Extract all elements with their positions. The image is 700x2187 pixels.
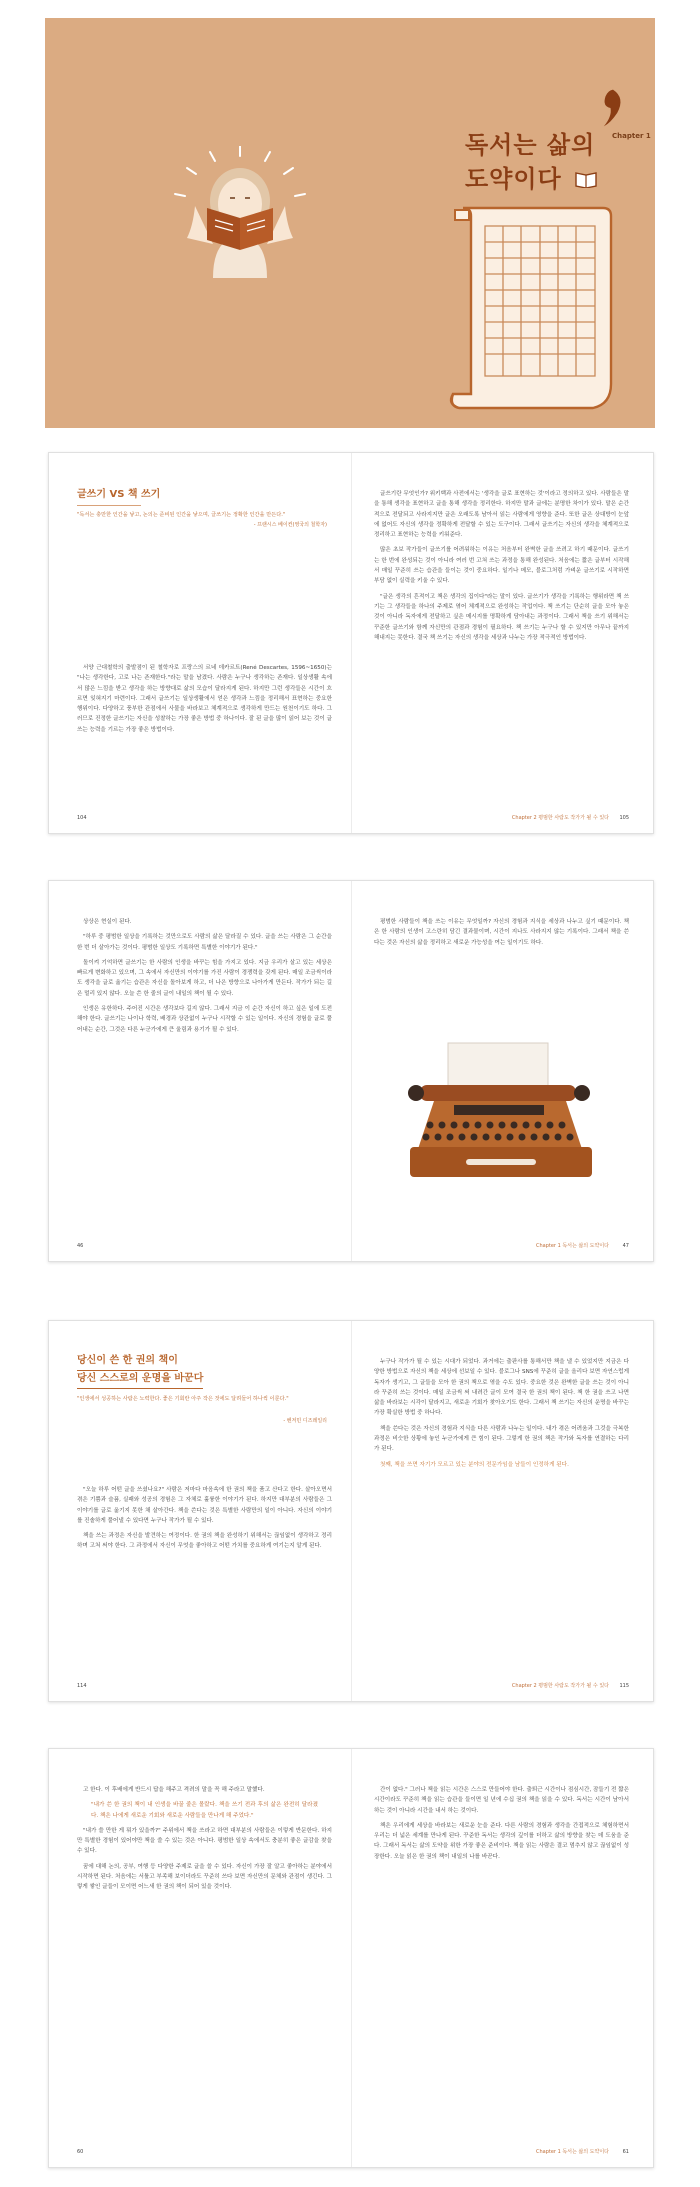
- page-number: 115: [619, 1683, 629, 1689]
- typewriter-illustration: [396, 1039, 606, 1187]
- paragraph: 꿈에 대해 논의, 공부, 여행 등 다양한 주제로 글을 쓸 수 있다. 자신이 가장 잘 알고 좋아하는 분야에서 시작하면 된다. 처음에는 서툴고 부족해 보이더라도 꾸준히 쓰다 보면 자신만의 문체와 관점이 생긴다. 그렇게 쌓인 글들이 모이면 어느새 한 권의 책이 되어 있을 것이다.: [77, 1863, 332, 1891]
- page-number: 47: [622, 1243, 629, 1249]
- paragraph: 간이 없다." 그러나 책을 읽는 시간은 스스로 만들어야 한다. 출퇴근 시간이나 점심시간, 잠들기 전 짧은 시간이라도 꾸준히 책을 읽는 습관을 들이면 일 년에 수십 권의 책을 읽을 수 있다. 독서는 시간이 남아서 하는 것이 아니라 시간을 내서 하는 것이다.: [374, 1787, 629, 1814]
- reading-woman-illustration: [165, 146, 315, 291]
- book-spread-1: [48, 452, 654, 834]
- body-text: [374, 489, 629, 648]
- chapter-ornament-icon: [599, 88, 627, 128]
- paragraph: 책을 쓰는 과정은 자신을 발견하는 여정이다. 한 권의 책을 완성하기 위해서는 끊임없이 생각하고 정리하며 고쳐 써야 한다. 그 과정에서 자신이 무엇을 좋아하고 어떤 가치를 중요하게 여기는지 알게 된다.: [77, 1533, 332, 1550]
- paragraph: 평범한 사람들이 책을 쓰는 이유는 무엇일까? 자신의 경험과 지식을 세상과 나누고 싶기 때문이다. 책은 한 사람의 인생이 고스란히 담긴 결과물이며, 시간이 지나도 사라지지 않는 기록이다. 그래서 책을 쓴다는 것은 자신의 삶을 정리하고 새로운 가능성을 여는 일이기도 하다.: [374, 919, 629, 946]
- page-number: 46: [77, 1243, 84, 1249]
- paragraph: "오늘 하루 어떤 글을 쓰셨나요?" 사람은 저마다 마음속에 한 권의 책을 품고 산다고 한다. 살아오면서 겪은 기쁨과 슬픔, 실패와 성공의 경험은 그 자체로 훌륭한 이야기가 된다. 하지만 대부분의 사람들은 그 이야기를 글로 옮기지 못한 채 살아간다. 책을 쓴다는 것은 특별한 사람만의 일이 아니다. 자신의 이야기를 진솔하게 풀어낼 수 있다면 누구나 작가가 될 수 있다.: [77, 1487, 332, 1524]
- running-header: Chapter 1 독서는 삶의 도약이다: [536, 1243, 609, 1249]
- running-header: Chapter 2 평범한 사람도 작가가 될 수 있다: [511, 1683, 609, 1689]
- open-book-icon: [575, 170, 597, 188]
- page-114: [49, 1321, 352, 1701]
- book-spread-3: [48, 1320, 654, 1702]
- highlighted-paragraph: 첫째, 책을 쓰면 자기가 모르고 있는 분야의 전문가임을 남들이 인정하게 된다.: [380, 1461, 569, 1468]
- book-spread-2: [48, 880, 654, 1262]
- epigraph: "독서는 충만한 인간을 낳고, 논의는 준비된 인간을 낳으며, 글쓰기는 정확한 인간을 만든다.": [77, 512, 286, 518]
- paragraph: 고 한다. 이 후배에게 반드시 답을 해주고 격려의 말을 꼭 해 주라고 말했다.: [83, 1787, 265, 1793]
- running-header: Chapter 2 평범한 사람도 작가가 될 수 있다: [511, 815, 609, 821]
- cover-title-line1: 독서는 삶의: [465, 131, 596, 159]
- section-heading: 글쓰기 VS 책 쓰기: [77, 489, 161, 500]
- epigraph: "인생에서 성공하는 사람은 노력한다. 좋은 기회란 아주 작은 것에도 달려들어 하나씩 이룬다.": [77, 1396, 289, 1402]
- paragraph: 많은 초보 작가들이 글쓰기를 어려워하는 이유는 처음부터 완벽한 글을 쓰려고 하기 때문이다. 글쓰기는 한 번에 완성되는 것이 아니라 여러 번 고쳐 쓰는 과정을 통해 완성된다. 처음에는 짧은 글부터 시작해서 매일 꾸준히 쓰는 습관을 들이는 것이 중요하다. 일기나 메모, 블로그처럼 가벼운 글쓰기로 시작하면 부담 없이 실력을 키울 수 있다.: [374, 547, 629, 585]
- section-heading-line2: 당신 스스로의 운명을 바꾼다: [77, 1371, 203, 1389]
- paragraph: "글은 생각의 흔적이고 책은 생각의 집이다"라는 말이 있다. 글쓰기가 생각을 기록하는 행위라면 책 쓰기는 그 생각들을 하나의 주제로 엮어 체계적으로 완성하는 작업이다. 책 쓰기는 단순히 글을 모아 놓은 것이 아니라 독자에게 전달하고 싶은 메시지를 명확하게 담아내는 과정이다. 그래서 책을 쓰기 위해서는 꾸준한 글쓰기와 함께 자신만의 관점과 경험이 필요하다. 책 쓰기는 누구나 할 수 있지만 아무나 끝까지 해내지는 못한다. 결국 책 쓰기는 자신의 생각을 세상과 나누는 가장 적극적인 방법이다.: [374, 593, 629, 641]
- paragraph: 책을 쓴다는 것은 자신의 경험과 지식을 다른 사람과 나누는 일이다. 내가 겪은 어려움과 그것을 극복한 과정은 비슷한 상황에 놓인 누군가에게 큰 힘이 된다. 그렇게 한 권의 책은 작가와 독자를 연결하는 다리가 된다.: [374, 1425, 629, 1453]
- body-text: [77, 1485, 332, 1557]
- chapter-label: Chapter 1: [612, 132, 651, 140]
- cover-title-line2: 도약이다: [465, 165, 562, 193]
- page-number: 105: [619, 815, 629, 821]
- page-60: [49, 1749, 352, 2167]
- paragraph: 인생은 유한하다. 주어진 시간은 생각보다 길지 않다. 그래서 지금 이 순간 자신이 하고 싶은 일에 도전해야 한다. 글쓰기는 나이나 학력, 배경과 상관없이 누구나 시작할 수 있는 일이다. 자신의 경험을 글로 풀어내는 순간, 그것은 다른 누군가에게 큰 울림과 용기가 될 수 있다.: [77, 1006, 332, 1033]
- heading-underline: [77, 505, 141, 506]
- section-heading: [77, 1353, 203, 1389]
- book-spread-4: [48, 1748, 654, 2168]
- chapter-cover: [45, 18, 655, 428]
- page-number: 104: [77, 815, 87, 821]
- manuscript-scroll-illustration: [445, 204, 617, 412]
- quote-paragraph: "내가 쓴 한 권의 책이 내 인생을 바꿀 줄은 몰랐다. 책을 쓰기 전과 후의 삶은 완전히 달라졌다. 책은 나에게 새로운 기회와 새로운 사람들을 만나게 해 주었다.": [91, 1802, 318, 1819]
- epigraph-source: - 프랜시스 베이컨(영국의 철학자): [253, 522, 327, 528]
- page-47: [352, 881, 655, 1261]
- page-105: [352, 453, 655, 833]
- paragraph: 누구나 작가가 될 수 있는 시대가 되었다. 과거에는 출판사를 통해서만 책을 낼 수 있었지만 지금은 다양한 방법으로 자신의 책을 세상에 선보일 수 있다. 블로그나 SNS에 꾸준히 글을 올리다 보면 자연스럽게 독자가 생기고, 그 글들을 모아 한 권의 책으로 엮을 수도 있다. 중요한 것은 완벽한 글을 쓰는 것이 아니라 꾸준히 쓰는 것이다. 매일 조금씩 써 내려간 글이 모여 결국 한 권의 책이 된다. 책 한 권을 쓰고 나면 삶을 바라보는 시각이 달라지고, 새로운 기회가 찾아오기도 한다. 그래서 책 쓰기는 자신의 운명을 바꾸는 가장 확실한 방법 중 하나다.: [374, 1359, 629, 1417]
- page-46: [49, 881, 352, 1261]
- body-text: [374, 917, 629, 953]
- body-text: [77, 663, 332, 740]
- epigraph-source: - 벤저민 디즈레일리: [283, 1418, 327, 1424]
- page-104: [49, 453, 352, 833]
- paragraph: 글쓰기란 무엇인가? 위키백과 사전에서는 '생각을 글로 표현하는 것'이라고 정의하고 있다. 사람들은 말을 통해 생각을 표현하고 글을 통해 생각을 정리한다. 하지만 말과 글에는 분명한 차이가 있다. 말은 순간적으로 전달되고 사라지지만 글은 오래도록 남아서 읽는 사람에게 영향을 준다. 또한 글은 상대방이 눈앞에 없어도 자신의 생각을 정확하게 전달할 수 있는 도구이다. 그래서 글쓰기는 자신의 생각을 체계적으로 정리하고 표현하는 능력을 키워준다.: [374, 491, 629, 539]
- page-61: [352, 1749, 655, 2167]
- paragraph: 서양 근대철학의 출발점이 된 철학자로 프랑스의 르네 데카르트(René Descartes, 1596~1650)는 "나는 생각한다, 고로 나는 존재한다."라는 말을 남겼다. 사람은 누구나 생각하는 존재다. 일상생활 속에서 많은 느낌을 받고 생각을 하는 방향대로 삶의 모습이 달라지게 된다. 하지만 그런 생각들은 시간이 흐르면 잊혀지기 마련이다. 그래서 글쓰기는 일상생활에서 얻은 생각과 느낌을 정리해서 표현하는 중요한 행위이다. 다양하고 풍부한 관점에서 사물을 바라보고 체계적으로 생각하게 만드는 원천이기도 하다. 그러므로 진정한 글쓰기는 자신을 성찰하는 가장 좋은 방법 중 하나이다. 잘 된 글을 많이 읽어 보는 것이 글 쓰는 능력을 기르는 가장 좋은 방법이다.: [77, 665, 332, 733]
- paragraph: "하루 중 평범한 일상을 기록하는 것만으로도 사람의 삶은 달라질 수 있다. 글을 쓰는 사람은 그 순간을 한 번 더 살아가는 것이다. 평범한 일상도 기록하면 특별한 이야기가 된다.": [77, 934, 332, 951]
- page-115: [352, 1321, 655, 1701]
- body-text: [374, 1357, 629, 1475]
- body-text: [374, 1785, 629, 1867]
- page-number: 61: [622, 2149, 629, 2155]
- paragraph: 책은 우리에게 세상을 바라보는 새로운 눈을 준다. 다른 사람의 경험과 생각을 간접적으로 체험하면서 우리는 더 넓은 세계를 만나게 된다. 꾸준한 독서는 생각의 깊이를 더하고 삶의 방향을 찾는 데 도움을 준다. 그래서 독서는 삶의 도약을 위한 가장 좋은 준비이다. 책을 읽는 사람은 결코 멈추지 않고 끊임없이 성장한다. 오늘 읽은 한 권의 책이 내일의 나를 바꾼다.: [374, 1822, 629, 1860]
- paragraph: 상상은 현실이 된다.: [83, 919, 132, 925]
- paragraph: 돌이켜 기억하면 글쓰기는 한 사람의 인생을 바꾸는 힘을 가지고 있다. 지금 우리가 살고 있는 세상은 빠르게 변화하고 있으며, 그 속에서 자신만의 이야기를 가진 사람이 경쟁력을 갖게 된다. 매일 조금씩이라도 생각을 글로 옮기는 습관은 자신을 돌아보게 하고, 더 나은 방향으로 나아가게 만든다. 작가가 되는 길은 멀리 있지 않다. 오늘 쓴 한 줄의 글이 내일의 책이 될 수 있다.: [77, 959, 332, 997]
- page-number: 114: [77, 1683, 87, 1689]
- section-heading-line1: 당신이 쓴 한 권의 책이: [77, 1353, 178, 1371]
- body-text: [77, 917, 332, 1040]
- running-header: Chapter 1 독서는 삶의 도약이다: [536, 2149, 609, 2155]
- page-number: 60: [77, 2149, 84, 2155]
- body-text: [77, 1785, 332, 1898]
- paragraph: "내가 쓸 만한 게 뭐가 있을까?" 주위에서 책을 쓰라고 하면 대부분의 사람들은 이렇게 반문한다. 하지만 특별한 경험이 있어야만 책을 쓸 수 있는 것은 아니다. 평범한 일상 속에서도 충분히 좋은 글감을 찾을 수 있다.: [77, 1827, 332, 1855]
